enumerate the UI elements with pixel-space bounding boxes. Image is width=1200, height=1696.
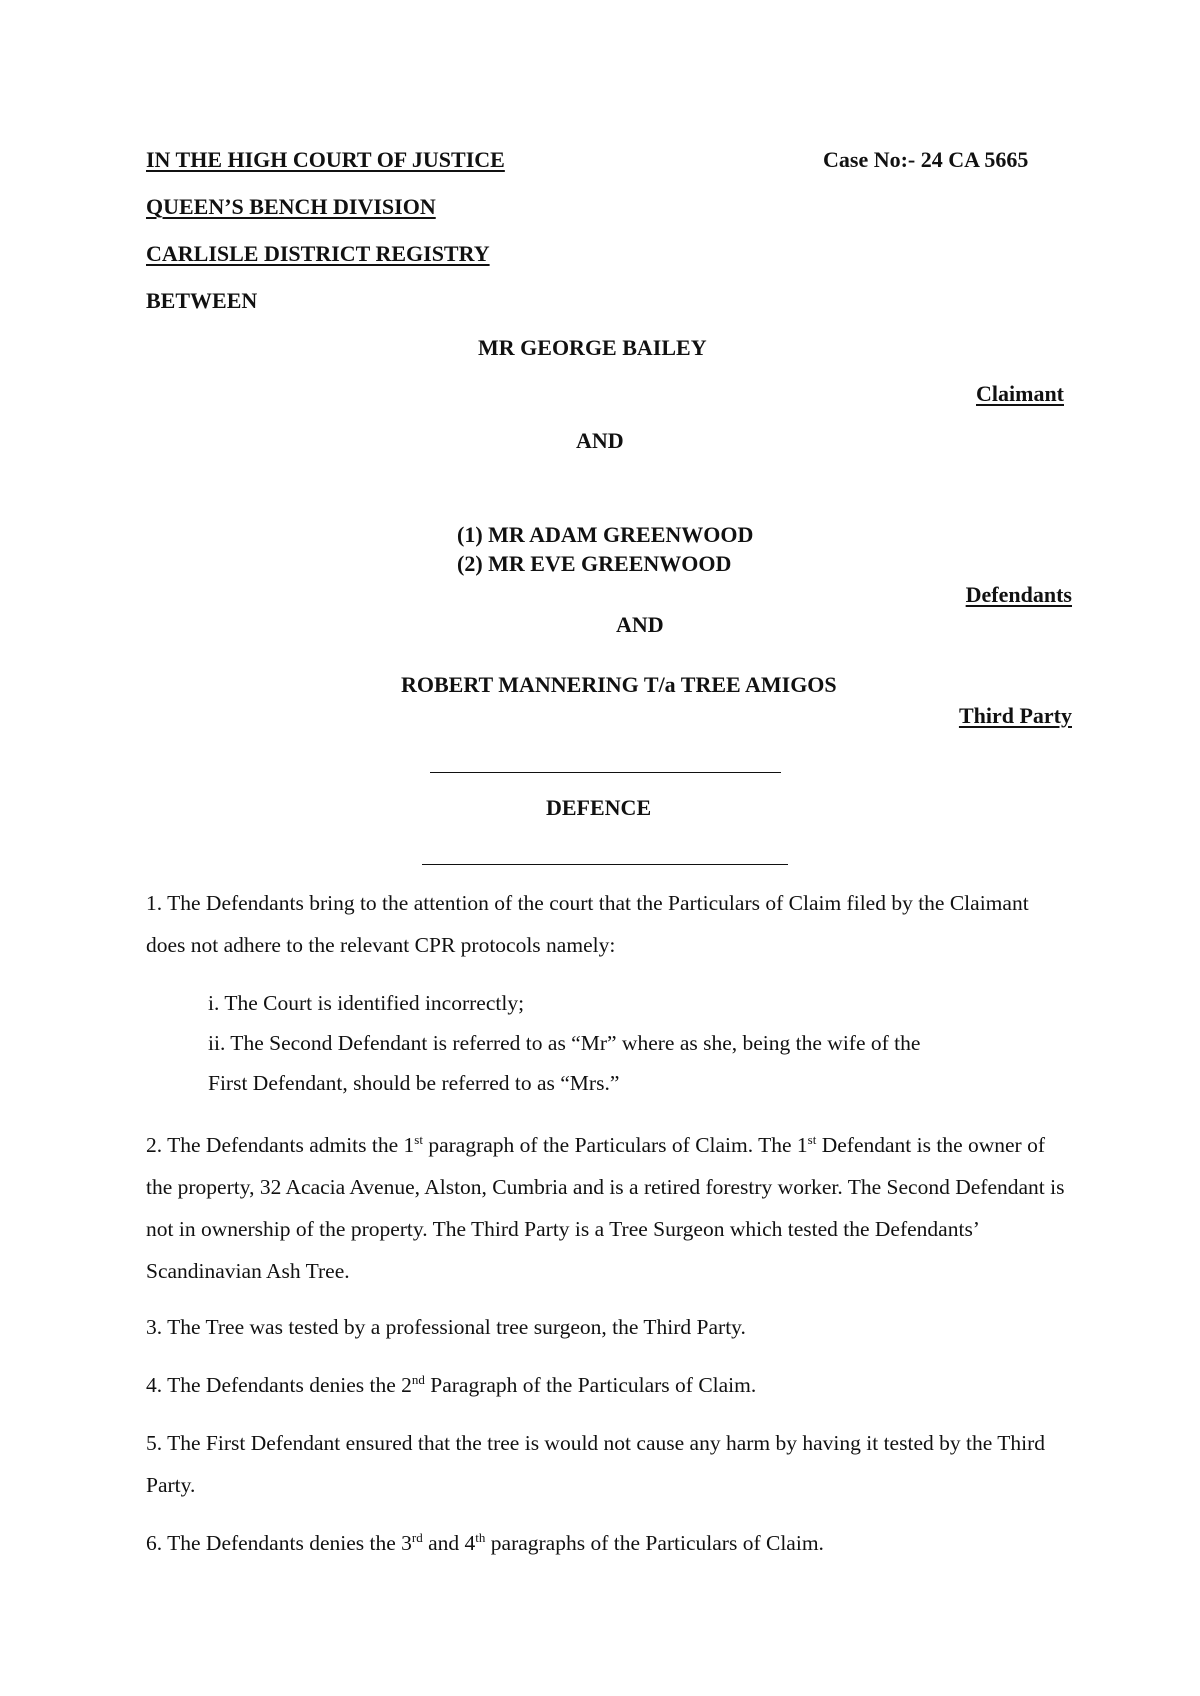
paragraph-5: 5. The First Defendant ensured that the tree is would not cause any harm by having it tested by the Third Party. [146, 1431, 1046, 1497]
between-label: BETWEEN [146, 288, 258, 313]
title-rule-bottom [422, 864, 788, 865]
claimant-name: MR GEORGE BAILEY [478, 335, 707, 360]
paragraph-1: 1. The Defendants bring to the attention of the court that the Particulars of Claim filed by the Claimant does not adhere to the relevant CPR protocols namely: [146, 891, 1029, 957]
court-heading: IN THE HIGH COURT OF JUSTICE [146, 147, 505, 172]
claimant-role: Claimant [976, 381, 1064, 406]
third-party-name: ROBERT MANNERING T/a TREE AMIGOS [401, 672, 837, 697]
paragraph-3: 3. The Tree was tested by a professional tree surgeon, the Third Party. [146, 1315, 746, 1339]
registry-heading: CARLISLE DISTRICT REGISTRY [146, 241, 490, 266]
and-separator-2: AND [616, 612, 664, 637]
division-heading: QUEEN’S BENCH DIVISION [146, 194, 436, 219]
paragraph-1-item-ii-line2: First Defendant, should be referred to as “Mrs.” [208, 1071, 620, 1095]
paragraph-6: 6. The Defendants denies the 3rd and 4th paragraphs of the Particulars of Claim. [146, 1529, 824, 1555]
case-number: Case No:- 24 CA 5665 [823, 147, 1029, 172]
defendant-1: (1) MR ADAM GREENWOOD [457, 522, 754, 547]
paragraph-4: 4. The Defendants denies the 2nd Paragraph of the Particulars of Claim. [146, 1371, 757, 1397]
title-rule-top [430, 772, 781, 773]
paragraph-1-item-i: i. The Court is identified incorrectly; [208, 991, 525, 1015]
document-title: DEFENCE [546, 795, 652, 820]
and-separator-1: AND [576, 428, 624, 453]
defendant-2: (2) MR EVE GREENWOOD [457, 551, 732, 576]
paragraph-2: 2. The Defendants admits the 1st paragraph of the Particulars of Claim. The 1st Defendant is the owner of the property, 32 Acacia Avenue, Alston, Cumbria and is a retired forestry worker. The Second Defendant is not in ownership of the property. The Third Party is a Tree Surgeon which tested the Defendants’ Scandinavian Ash Tree. [146, 1131, 1065, 1283]
third-party-role: Third Party [958, 703, 1072, 728]
paragraph-1-item-ii-line1: ii. The Second Defendant is referred to as “Mr” where as she, being the wife of the [208, 1031, 921, 1055]
defendants-role: Defendants [965, 582, 1072, 607]
